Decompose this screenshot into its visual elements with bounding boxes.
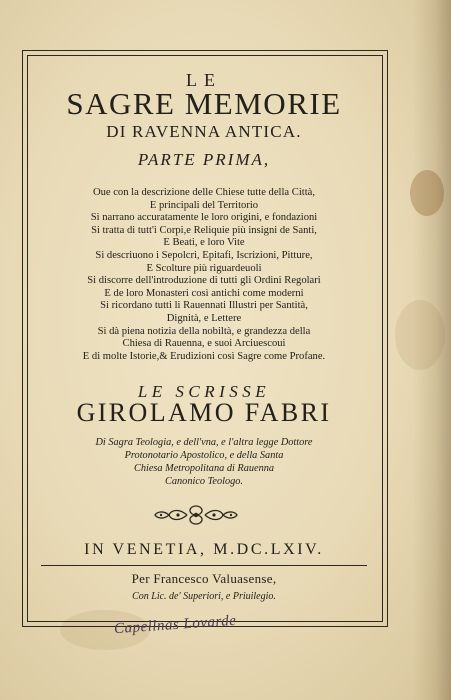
printer-name: Per Francesco Valuasense, xyxy=(131,571,277,586)
contents-description xyxy=(31,187,377,363)
subtitle: DI RAVENNA ANTICA. xyxy=(106,122,302,141)
author-title-line: Di Sagra Teologia, e dell'vna, e l'altra legge Dottore xyxy=(95,437,313,448)
description-line: Si narrano accuratamente le loro origini, e fondazioni xyxy=(90,212,318,224)
description-line: E di molte Istorie,& Erudizioni così Sagre come Profane. xyxy=(82,350,326,362)
description-line: Chiesa di Rauenna, e suoi Arciuescoui xyxy=(122,338,286,350)
author-intro: LE SCRISSE xyxy=(137,382,271,401)
description-line: Si descriuono i Sepolcri, Epitafi, Iscrizioni, Pitture, xyxy=(95,249,313,261)
author-title-line: Chiesa Metropolitana di Rauenna xyxy=(133,463,275,474)
description-line: Si discorre dell'introduzione di tutti gli Ordini Regolari xyxy=(87,275,321,287)
imprint-divider xyxy=(41,565,367,566)
description-line: Si tratta di tutt'i Corpi,e Reliquie più insigni de Santi, xyxy=(91,224,317,236)
description-line: Si ricordano tutti li Rauennati Illustri per Santità, xyxy=(100,300,308,312)
description-line: E de loro Monasteri così antichi come moderni xyxy=(104,287,304,299)
title-article: LE xyxy=(186,70,222,90)
imprint-place-date: IN VENETIA, M.DC.LXIV. xyxy=(84,541,324,558)
author-title-line: Canonico Teologo. xyxy=(165,476,243,487)
description-line: E Scolture più riguardeuoli xyxy=(146,262,262,274)
title-block xyxy=(31,58,377,618)
description-line: E Beati, e loro Vite xyxy=(163,237,245,249)
description-line: Dignità, e Lettere xyxy=(166,312,242,324)
main-title: SAGRE MEMORIE xyxy=(66,86,342,121)
description-line: E principali del Territorio xyxy=(149,199,259,211)
handwritten-inscription: Capellnas Lovarde xyxy=(113,612,237,638)
description-line: Oue con la descrizione delle Chiese tutte della Città, xyxy=(92,187,316,198)
part-label: PARTE PRIMA, xyxy=(137,150,271,169)
description-line: Si dà piena notizia della nobiltà, e grandezza della xyxy=(97,325,311,337)
author-titles xyxy=(31,436,377,488)
author-name: GIROLAMO FABRI xyxy=(76,398,332,427)
printers-ornament-icon xyxy=(151,502,241,528)
author-title-line: Protonotario Apostolico, e della Santa xyxy=(124,450,284,461)
license-line: Con Lic. de' Superiori, e Priuilegio. xyxy=(132,591,276,602)
page-edge-shadow xyxy=(413,0,451,700)
